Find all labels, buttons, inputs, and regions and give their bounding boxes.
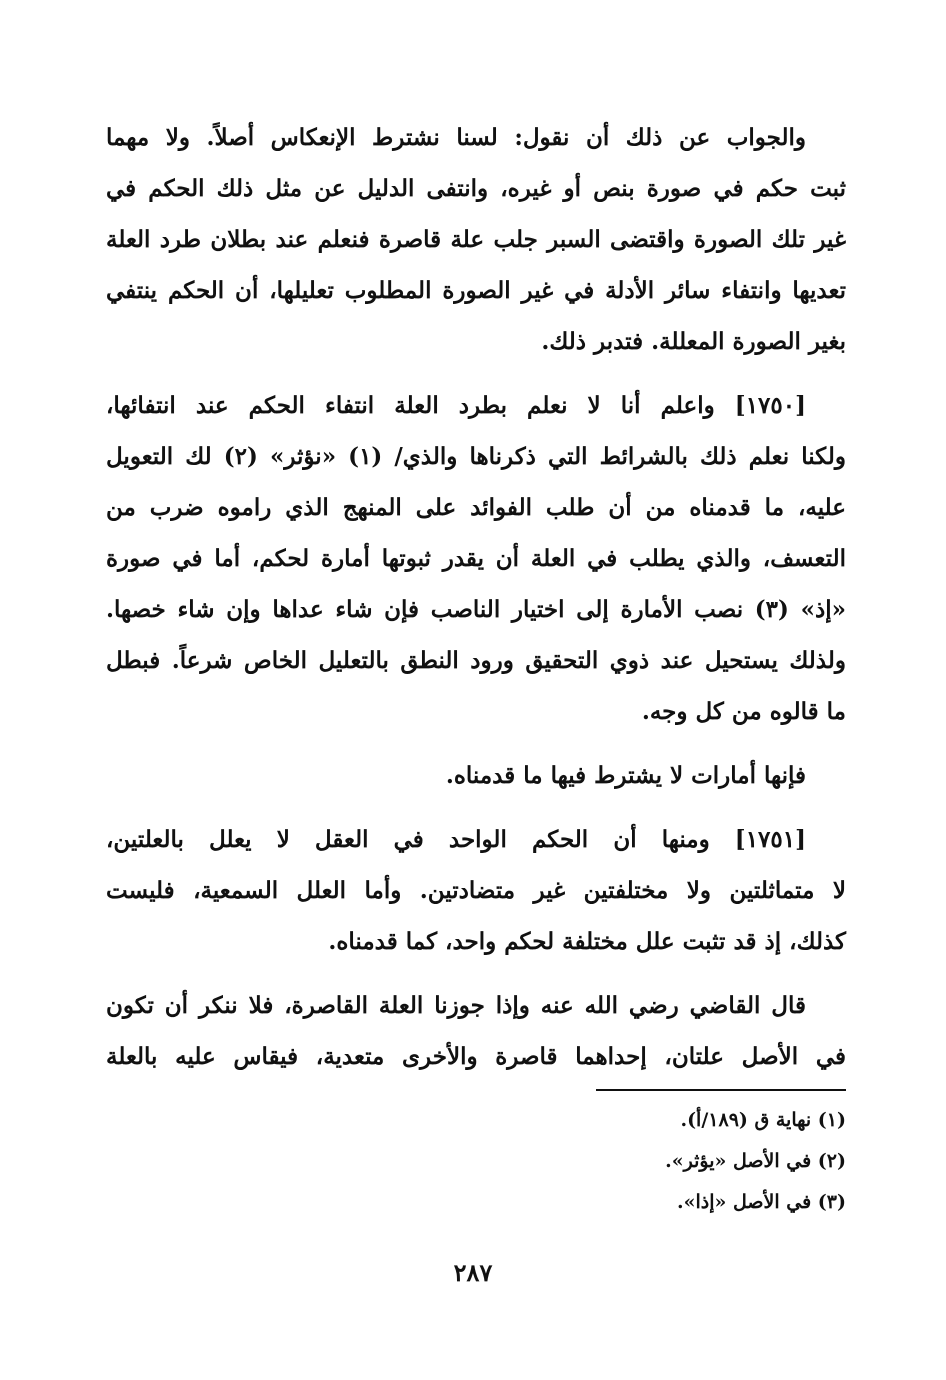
text-line: «إذ» (٣) نصب الأمارة إلى اختيار الناصب فإن شاء عداها وإن شاء خصها. [106, 596, 846, 623]
footnote-divider [596, 1089, 846, 1091]
paragraph-3 [106, 750, 846, 801]
text-line: بغير الصورة المعللة. فتدبر ذلك. [541, 328, 846, 355]
text-line: قال القاضي رضي الله عنه وإذا جوزنا العلة القاصرة، فلا ننكر أن تكون [106, 992, 806, 1019]
text-line: فإنها أمارات لا يشترط فيها ما قدمناه. [445, 762, 806, 789]
text-line: ولذلك يستحيل عند ذوي التحقيق ورود النطق بالتعليل الخاص شرعاً. فبطل [106, 647, 846, 674]
text-line: عليه، ما قدمناه من أن طلب الفوائد على المنهج الذي راموه ضرب من [106, 494, 846, 521]
footnote-1: (١) نهاية ق (١٨٩/أ). [680, 1109, 846, 1131]
main-text [106, 112, 846, 1095]
text-line: في الأصل علتان، إحداهما قاصرة والأخرى متعدية، فيقاس عليه بالعلة [106, 1043, 846, 1070]
footnote-3: (٣) في الأصل «إذا». [677, 1191, 846, 1213]
paragraph-4 [106, 814, 846, 967]
text-line: غير تلك الصورة واقتضى السبر جلب علة قاصرة فنعلم عند بطلان طرد العلة [106, 226, 846, 253]
text-line: تعديها وانتفاء سائر الأدلة في غير الصورة المطلوب تعليلها، أن الحكم ينتفي [106, 277, 846, 304]
text-line: لا متماثلتين ولا مختلفتين غير متضادتين. وأما العلل السمعية، فليست [106, 877, 846, 904]
paragraph-1 [106, 112, 846, 367]
text-line: التعسف، والذي يطلب في العلة أن يقدر ثبوتها أمارة لحكم، أما في صورة [106, 545, 846, 572]
text-line: كذلك، إذ قد تثبت علل مختلفة لحكم واحد، كما قدمناه. [328, 928, 846, 955]
text-line: ولكنا نعلم ذلك بالشرائط التي ذكرناها والذي/ (١) «نؤثر» (٢) لك التعويل [106, 443, 846, 470]
footnote-2: (٢) في الأصل «يؤثر». [665, 1150, 846, 1172]
text-line: [١٧٥١] ومنها أن الحكم الواحد في العقل لا يعلل بالعلتين، [106, 826, 806, 853]
paragraph-2 [106, 380, 846, 737]
text-line: والجواب عن ذلك أن نقول: لسنا نشترط الإنعكاس أصلاً. ولا مهما [106, 124, 806, 151]
text-line: [١٧٥٠] واعلم أنا لا نعلم بطرد العلة انتفاء الحكم عند انتفائها، [106, 392, 806, 419]
page-number: ٢٨٧ [453, 1258, 493, 1287]
paragraph-5 [106, 980, 846, 1082]
text-line: ثبت حكم في صورة بنص أو غيره، وانتفى الدليل عن مثل ذلك الحكم في [106, 175, 846, 202]
footnotes [106, 1100, 846, 1223]
text-line: ما قالوه من كل وجه. [641, 698, 846, 725]
